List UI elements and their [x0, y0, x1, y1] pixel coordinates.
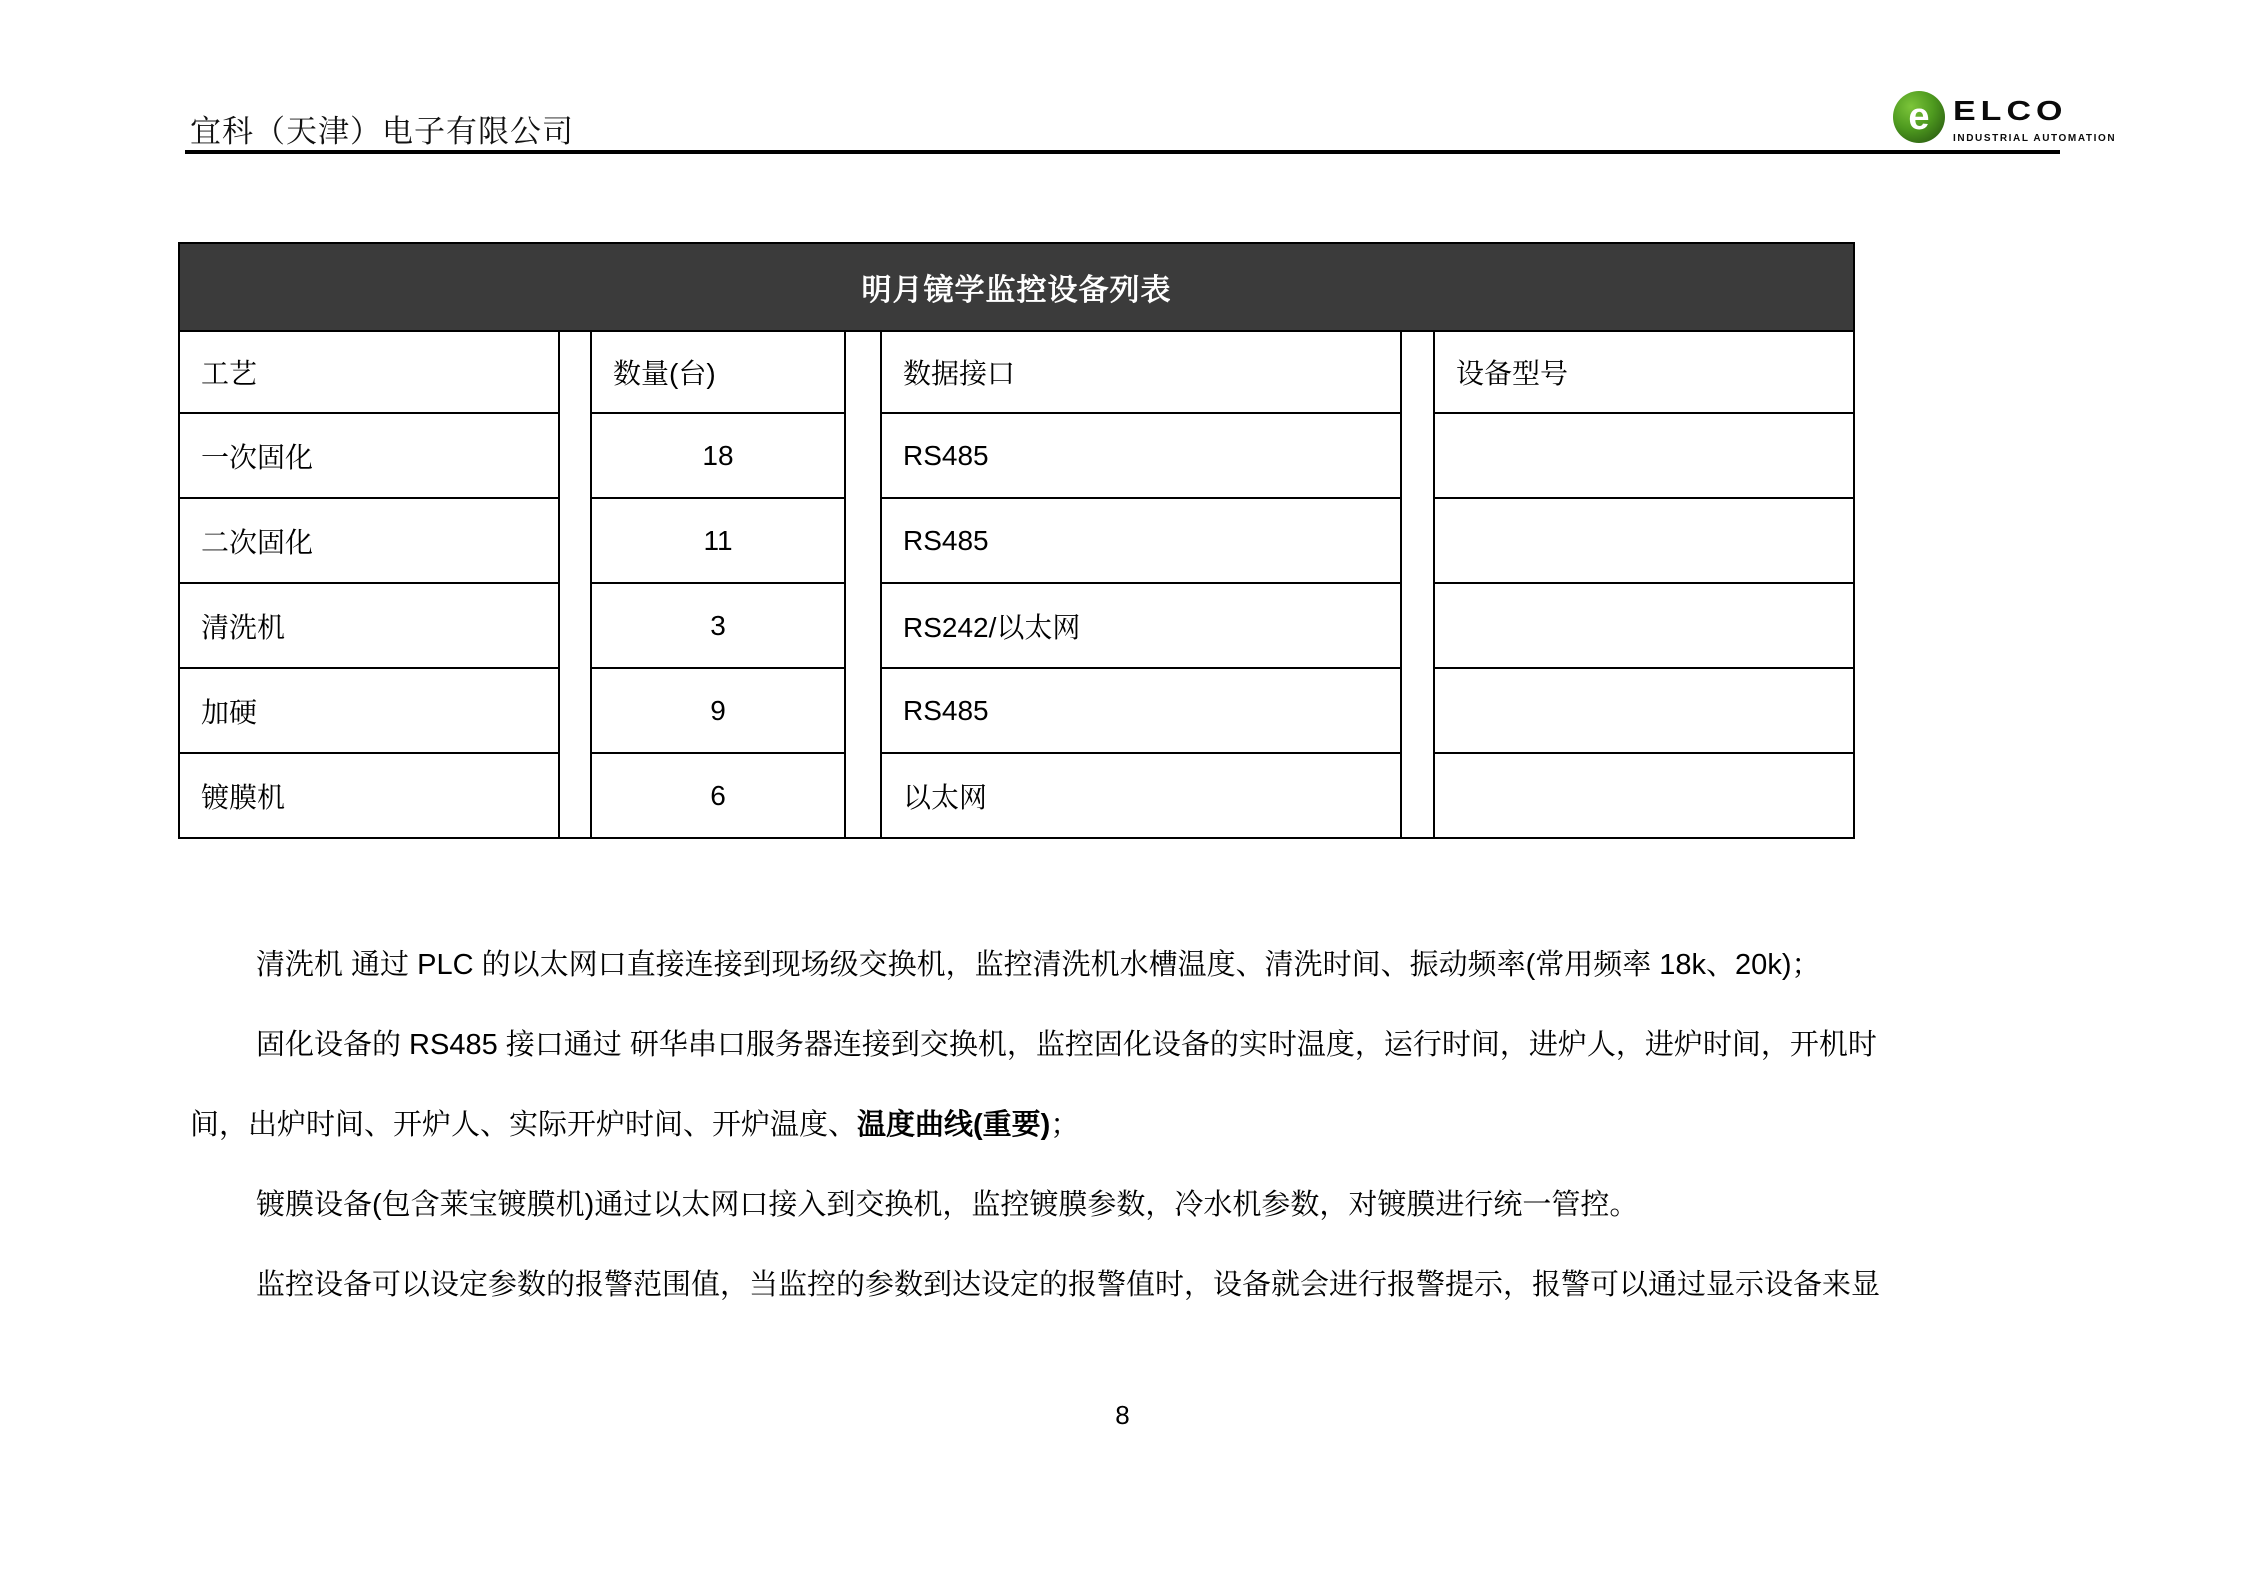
column-header-quantity: 数量(台) [591, 331, 845, 413]
device-table [178, 242, 1855, 839]
body-text-segment: 监控设备可以设定参数的报警范围值，当监控的参数到达设定的报警值时，设备就会进行报警提示，报警可以通过显示设备来显 [256, 1269, 1881, 1301]
cell-model [1434, 583, 1854, 668]
cell-interface: RS485 [881, 498, 1401, 583]
column-header-interface: 数据接口 [881, 331, 1401, 413]
table-row [179, 583, 1854, 668]
cell-process: 清洗机 [179, 583, 559, 668]
table-title-row [179, 243, 1854, 331]
body-text-segment: 镀膜设备(包含莱宝镀膜机)通过以太网口接入到交换机，监控镀膜参数，冷水机参数，对镀膜进行统一管控。 [256, 1189, 1639, 1221]
cell-quantity: 11 [591, 498, 845, 583]
cell-interface: RS242/以太网 [881, 583, 1401, 668]
company-name: 宜科（天津）电子有限公司 [190, 114, 574, 149]
cell-interface: RS485 [881, 413, 1401, 498]
body-text [190, 925, 2090, 1325]
body-text-bold: 温度曲线(重要) [857, 1109, 1051, 1141]
column-header-process: 工艺 [179, 331, 559, 413]
cell-model [1434, 668, 1854, 753]
cell-quantity: 9 [591, 668, 845, 753]
cell-quantity: 18 [591, 413, 845, 498]
table-spacer-cell [1401, 331, 1434, 838]
cell-quantity: 6 [591, 753, 845, 838]
table-row [179, 413, 1854, 498]
page-number: 8 [1115, 1400, 1130, 1430]
table-row [179, 668, 1854, 753]
table-title: 明月镜学监控设备列表 [179, 243, 1854, 331]
table-spacer-cell [559, 331, 591, 838]
column-header-model: 设备型号 [1434, 331, 1854, 413]
body-text-segment: 清洗机 通过 PLC 的以太网口直接连接到现场级交换机，监控清洗机水槽温度、清洗时间、振动频率(常用频率 18k、20k)； [256, 949, 1821, 981]
table-header-row [179, 331, 1854, 413]
logo-text-block [1953, 91, 2116, 144]
body-text-segment: 固化设备的 RS485 接口通过 研华串口服务器连接到交换机，监控固化设备的实时温度，运行时间，进炉人，进炉时间，开机时 [256, 1029, 1877, 1061]
cell-interface: 以太网 [881, 753, 1401, 838]
cell-interface: RS485 [881, 668, 1401, 753]
body-line [190, 1005, 2090, 1085]
body-text-segment: 间，出炉时间、开炉人、实际开炉时间、开炉温度、 [190, 1109, 858, 1141]
header-divider [185, 150, 2060, 154]
elco-logo [1893, 91, 2116, 144]
table-row [179, 498, 1854, 583]
table-spacer-cell [845, 331, 881, 838]
cell-process: 镀膜机 [179, 753, 559, 838]
cell-process: 一次固化 [179, 413, 559, 498]
logo-tagline: INDUSTRIAL AUTOMATION [1953, 133, 2117, 144]
elco-logo-icon [1893, 91, 1945, 143]
body-line [190, 925, 2090, 1005]
cell-quantity: 3 [591, 583, 845, 668]
logo-e-glyph: e [1908, 96, 1930, 138]
cell-model [1434, 413, 1854, 498]
cell-process: 加硬 [179, 668, 559, 753]
body-text-segment: ； [1050, 1109, 1080, 1141]
body-line [190, 1165, 2090, 1245]
logo-brand: ELCO [1953, 95, 2068, 127]
cell-model [1434, 498, 1854, 583]
table-row [179, 753, 1854, 838]
cell-model [1434, 753, 1854, 838]
body-line [190, 1245, 2090, 1325]
body-line [190, 1085, 2090, 1165]
cell-process: 二次固化 [179, 498, 559, 583]
